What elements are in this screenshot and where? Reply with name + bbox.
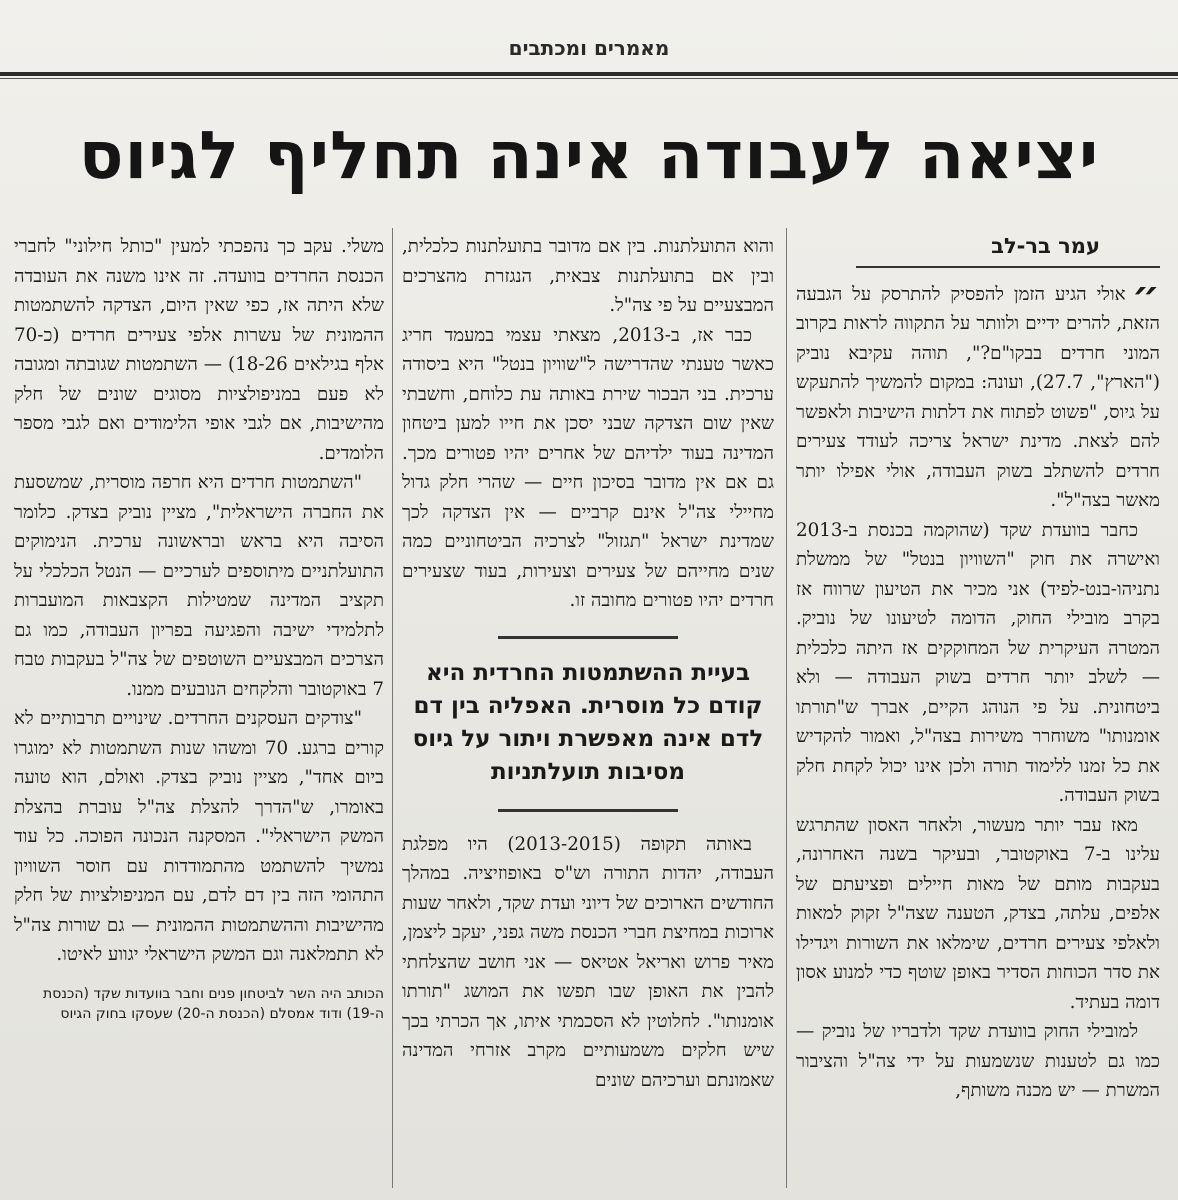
paragraph: "צודקים העסקנים החרדים. שינויים תרבותיים לא קורים ברגע. 70 ומשהו שנות השתמטות לא ימוגרו ביום אחד", מציין נוביק בצדק. ואולם, הוא טועה באומרו, ש"הדרך להצלת צה"ל עוברת בהצלת המשק הישראלי". המסקנה הנכונה הפוכה. כל עוד נמשיך להשתמט מהתמודדות עם חוסר השוויון התהומי הזה בין דם לדם, עם המניפולציות של חלק מהישיבות וההשתמטות ההמונית — גם שורות צה"ל לא תתמלאנה וגם המשק הישראלי יגווע לאיטו. — [14, 708, 384, 965]
quote-mark-icon: ״ — [1131, 272, 1160, 319]
author-byline: עמר בר-לב — [991, 234, 1100, 258]
pullquote: בעיית ההשתמטות החרדית היא קודם כל מוסרית. האפליה בין דם לדם אינה מאפשרת ויתור על גיוס מסיבות תועלתניות — [412, 659, 764, 785]
paragraph: למובילי החוק בוועדת שקד ולדבריו של נוביק — כמו גם לטענות שנשמעות על ידי צה"ל והציבור המשרת — יש מכנה משותף, — [796, 1021, 1160, 1101]
top-rule-thin — [0, 78, 1178, 79]
column-left — [14, 232, 384, 1024]
pullquote-rule-top — [498, 636, 678, 639]
column-divider — [786, 228, 787, 1188]
pullquote-rule-bottom — [498, 809, 678, 812]
author-note: הכותב היה השר לביטחון פנים וחבר בוועדות שקד (הכנסת ה-19) ודוד אמסלם (הכנסת ה-20) שעסקו בחוק הגיוס — [43, 985, 384, 1022]
paragraph: באותה תקופה (2013-2015) היו מפלגת העבודה, יהדות התורה וש"ס באופוזיציה. במהלך החודשים הארוכים של דיוני ועדת שקד, ולאחר שעות ארוכות במחיצת חברי הכנסת משה גפני, יעקב ליצמן, מאיר פרוש ואריאל אטיאס — אני חושב שהצלחתי להבין את האופן שבו תפשו את המושג "תורתו אומנותו". לחלוטין לא הסכמתי איתו, אך הכרתי בכך שיש חלקים משמעותיים מקרב אזרחי המדינה שאמונתם וערכיהם שונים — [402, 833, 774, 1091]
section-label: מאמרים ומכתבים — [508, 36, 670, 60]
byline-rule — [856, 266, 1160, 268]
paragraph-intro — [796, 272, 1161, 516]
paragraph: כחבר בוועדת שקד (שהוקמה בכנסת ב-2013 ואישרה את חוק "השוויון בנטל" של ממשלת נתניהו-בנט-לפיד) אני מכיר את הטיעון שרווח אז בקרב מובילי החוק, הדומה לטיעונו של נוביק. המטרה העיקרית של המחוקקים אז היתה כלכלית — לשלב יותר חרדים בשוק העבודה — ולא ביטחונית. על פי הנוהג הקיים, אברך ש"תורתו אומנותו" משוחרר משירות בצה"ל, ואמור להקדיש את כל זמנו ללימוד תורה ולכן אינו יכול לקחת חלק בשוק העבודה. — [796, 519, 1160, 806]
paragraph: "השתמטות חרדים היא חרפה מוסרית, שמשסעת את החברה הישראלית", מציין נוביק בצדק. כלומר הסיבה היא בראש ובראשונה ערכית. הנימוקים התועלתניים מיתוספים לערכיים — הנטל הכלכלי על תקציב המדינה שמטילות הקצבאות המועברות לתלמידי ישיבה והפגיעה בפריון העבודה, כמו גם הצרכים המבצעיים השוטפים של צה"ל בעקבות טבח 7 באוקטובר והלקחים הנובעים ממנו. — [14, 472, 384, 700]
paragraph-text: אולי הגיע הזמן להפסיק להתרסק על הגבעה הזאת, להרים ידיים ולוותר על התקווה לראות בקרוב המוני חרדים בבקו"ם?", תוהה עקיבא נוביק ("הארץ", 27.7), ועונה: במקום להמשיך להתעקש על גיוס, "פשוט לפתוח את דלתות הישיבות ולאפשר להם לצאת. מדינת ישראל צריכה לעודד צעירים חרדים להשתלב בשוק העבודה, אולי אפילו יותר מאשר בצה"ל". — [796, 283, 1161, 511]
top-rule — [0, 72, 1178, 76]
headline: יציאה לעבודה אינה תחליף לגיוס — [78, 117, 1100, 194]
paragraph: כבר אז, ב-2013, מצאתי עצמי במעמד חריג כאשר טענתי שהדרישה ל"שוויון בנטל" היא ביסודה ערכית. בני הבכור שירת באותה עת כלוחם, וחשבתי שאין שום הצדקה שבני יסכן את חייו למען ביטחון המדינה בעוד ילדיהם של אחרים יהיו פטורים מכך. גם אם אין מדובר בסיכון חיים — שהרי חלק גדול מחיילי צה"ל אינם קרביים — אין הצדקה לכך שמדינת ישראל "תגזול" לצרכיה הביטחוניים כמה שנים מחייהם של צעירים וצעירות, בעוד שצעירים חרדים יהיו פטורים מחובה זו. — [402, 324, 774, 611]
column-divider — [392, 228, 393, 1188]
paragraph: והוא התועלתנות. בין אם מדובר בתועלתנות כלכלית, ובין אם בתועלתנות צבאית, הנגזרת מהצרכים המבצעיים על פי צה"ל. — [402, 236, 774, 316]
paragraph: משלי. עקב כך נהפכתי למעין "כותל חילוני" לחברי הכנסת החרדים בוועדה. זה אינו משנה את העובדה שלא היתה אז, כפי שאין היום, הצדקה להשתמטות ההמונית של עשרות אלפי צעירים חרדים (כ-70 אלף בגילאים 18-26) — השתמטות שגובתה ומגובה לא פעם במניפולציות מסוגים שונים של חלק מהישיבות, אם לגבי אופי הלימודים ואם לגבי מספר הלומדים. — [14, 236, 384, 464]
column-right — [796, 232, 1160, 1106]
column-middle — [402, 232, 774, 1095]
paragraph: מאז עבר יותר מעשור, ולאחר האסון שהתרגש עלינו ב-7 באוקטובר, ובעיקר בשנה האחרונה, בעקבות מותם של מאות חיילים ופציעתם של אלפים, עלתה, בצדק, הטענה שצה"ל זקוק למאות ולאלפי צעירים חרדים, שימלאו את השורות ויגדילו את סדר הכוחות הסדיר באופן שוטף כדי למנוע אסון דומה בעתיד. — [796, 814, 1160, 1013]
